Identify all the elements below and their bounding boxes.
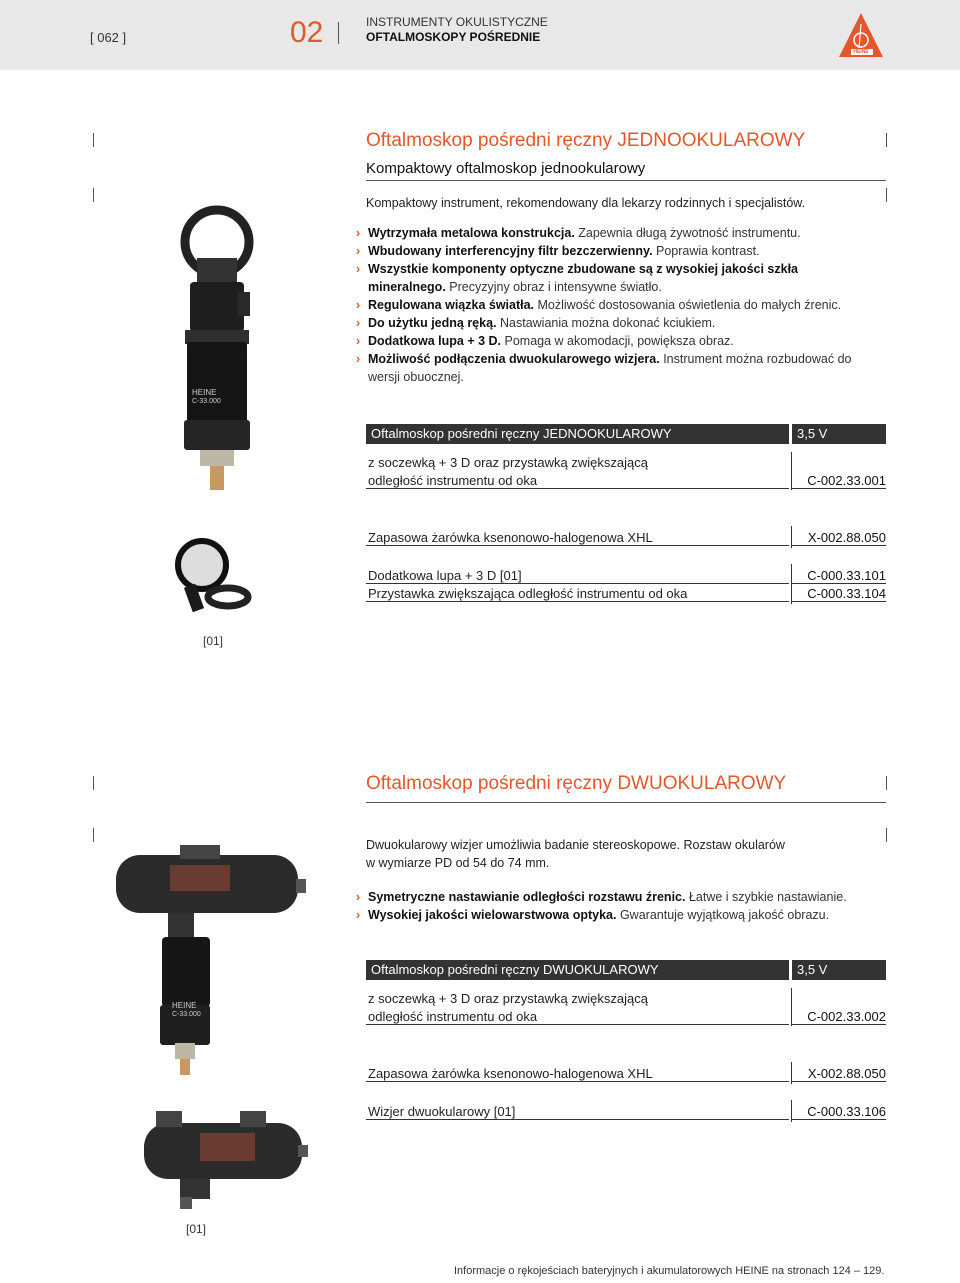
product-code: C-002.33.002	[792, 1009, 886, 1025]
mono-subtitle: Kompaktowy oftalmoskop jednookularowy	[366, 160, 646, 177]
tick-mark	[93, 133, 94, 147]
divider	[366, 180, 886, 181]
mono-table-title: Oftalmoskop pośredni ręczny JEDNOOKULAROWY	[366, 424, 789, 444]
product-desc: z soczewką + 3 D oraz przystawką zwiększającą	[368, 991, 648, 1006]
bino-title: Oftalmoskop pośredni ręczny DWUOKULAROWY	[366, 773, 787, 794]
divider	[366, 802, 886, 803]
feature-item: › Wytrzymała metalowa konstrukcja. Zapewnia długą żywotność instrumentu.	[356, 224, 876, 242]
binocular-viewer-image	[140, 1105, 310, 1210]
bino-intro: w wymiarze PD od 54 do 74 mm.	[366, 856, 550, 870]
device-label: HEINE	[172, 1001, 197, 1010]
category-title: INSTRUMENTY OKULISTYCZNE	[366, 15, 548, 29]
tick-mark	[886, 776, 887, 790]
divider	[791, 564, 792, 604]
bulb-desc: Zapasowa żarówka ksenonowo-halogenowa XHL	[366, 530, 789, 546]
accessory-desc: Dodatkowa lupa + 3 D [01]	[366, 568, 789, 584]
bulb-code: X-002.88.050	[792, 1066, 886, 1082]
product-desc: z soczewką + 3 D oraz przystawką zwiększającą	[368, 455, 648, 470]
bino-intro: Dwuokularowy wizjer umożliwia badanie stereoskopowe. Rozstaw okularów	[366, 838, 785, 852]
bulb-desc: Zapasowa żarówka ksenonowo-halogenowa XHL	[366, 1066, 789, 1082]
feature-item: › Wbudowany interferencyjny filtr bezczerwienny. Poprawia kontrast.	[356, 242, 876, 260]
device-label: HEINE	[192, 388, 217, 397]
accessory-code: C-000.33.104	[792, 586, 886, 602]
product-code: C-002.33.001	[792, 473, 886, 489]
mono-voltage: 3,5 V	[792, 424, 886, 444]
tick-mark	[93, 776, 94, 790]
divider	[338, 22, 339, 44]
logo-text: HEINE	[853, 49, 869, 55]
tick-mark	[93, 188, 94, 202]
image-caption: [01]	[186, 1222, 207, 1236]
product-desc: odległość instrumentu od oka	[366, 473, 789, 489]
chapter-number: 02	[290, 16, 324, 49]
feature-item: › Symetryczne nastawianie odległości rozstawu źrenic. Łatwe i szybkie nastawianie.	[356, 888, 896, 906]
mono-intro: Kompaktowy instrument, rekomendowany dla lekarzy rodzinnych i specjalistów.	[366, 196, 806, 210]
feature-item: › Wysokiej jakości wielowarstwowa optyka. Gwarantuje wyjątkową jakość obrazu.	[356, 906, 896, 924]
bino-table-title: Oftalmoskop pośredni ręczny DWUOKULAROWY	[366, 960, 789, 980]
bino-feature-list	[356, 888, 896, 924]
tick-mark	[886, 133, 887, 147]
mono-title: Oftalmoskop pośredni ręczny JEDNOOKULAROWY	[366, 130, 806, 151]
image-caption: [01]	[203, 634, 224, 648]
device-model: C-33.000	[172, 1011, 201, 1018]
mono-ophthalmoscope-image	[160, 200, 280, 500]
accessory-code: C-000.33.101	[792, 568, 886, 584]
feature-item: › Możliwość podłączenia dwuokularowego wizjera. Instrument można rozbudować do wersji obuocznej.	[356, 350, 876, 386]
footer-note: Informacje o rękojeściach bateryjnych i akumulatorowych HEINE na stronach 124 – 129.	[454, 1265, 885, 1277]
device-model: C-33.000	[192, 398, 221, 405]
feature-item: › Regulowana wiązka światła. Możliwość dostosowania oświetlenia do małych źrenic.	[356, 296, 876, 314]
feature-item: › Wszystkie komponenty optyczne zbudowane są z wysokiej jakości szkła mineralnego. Precyzyjny obraz i intensywne światło.	[356, 260, 876, 296]
bino-voltage: 3,5 V	[792, 960, 886, 980]
tick-mark	[886, 828, 887, 842]
feature-item: › Dodatkowa lupa + 3 D. Pomaga w akomodacji, powiększa obraz.	[356, 332, 876, 350]
mono-feature-list	[356, 224, 876, 386]
magnifier-lens-image	[170, 535, 255, 620]
section-title: OFTALMOSKOPY POŚREDNIE	[366, 30, 541, 44]
bulb-code: X-002.88.050	[792, 530, 886, 546]
feature-item: › Do użytku jedną ręką. Nastawiania można dokonać kciukiem.	[356, 314, 876, 332]
page-number: [ 062 ]	[90, 30, 127, 45]
tick-mark	[886, 188, 887, 202]
accessory-desc: Przystawka zwiększająca odległość instrumentu od oka	[366, 586, 789, 602]
tick-mark	[93, 828, 94, 842]
bino-ophthalmoscope-image	[110, 835, 310, 1080]
accessory-desc: Wizjer dwuokularowy [01]	[366, 1104, 789, 1120]
accessory-code: C-000.33.106	[792, 1104, 886, 1120]
product-desc: odległość instrumentu od oka	[366, 1009, 789, 1025]
